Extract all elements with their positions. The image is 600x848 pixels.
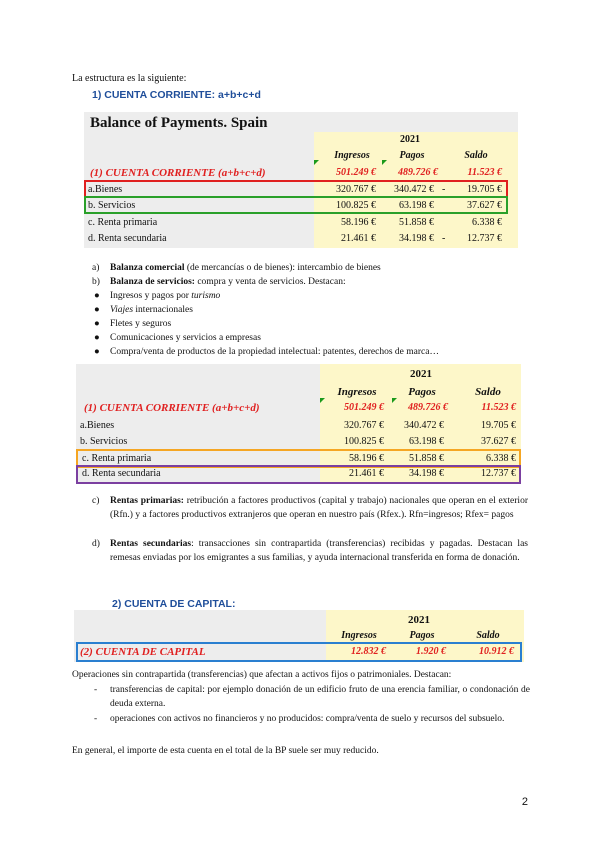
row-pagos: 51.858 € <box>409 453 444 464</box>
definition: retribución a factores productivos (capital y trabajo) nacionales que operan en el exterior (Rfn.) y a factores productivos extranjeros que operan en nuestro país (Rfex.). Rfn=ingresos; Rfex= pagos <box>110 496 528 520</box>
row-saldo: 6.338 € <box>486 453 516 464</box>
row-ingresos: 58.196 € <box>349 453 384 464</box>
capital-label: (2) CUENTA DE CAPITAL <box>80 646 206 658</box>
row-label: b. Servicios <box>80 436 128 447</box>
total-pagos: 489.726 € <box>398 167 438 178</box>
total-saldo: 11.523 € <box>467 167 502 178</box>
comment-marker <box>320 398 325 403</box>
definition: compra y venta de servicios. Destacan: <box>194 277 346 287</box>
bullet-icon: ● <box>94 333 100 343</box>
row-ingresos: 320.767 € <box>336 184 376 195</box>
capital-conclusion: En general, el importe de esta cuenta en el total de la BP suele ser muy reducido. <box>72 746 379 756</box>
highlight-box-renta-secundaria <box>76 465 521 484</box>
intro-text: La estructura es la siguiente: <box>72 73 187 84</box>
row-label: a.Bienes <box>88 184 123 195</box>
page-number: 2 <box>521 796 528 808</box>
term-balanza-servicios: Balanza de servicios: <box>110 277 195 287</box>
year-label: 2021 <box>410 368 432 380</box>
list-item-b <box>110 275 346 289</box>
total-label: (1) CUENTA CORRIENTE (a+b+c+d) <box>90 167 266 179</box>
bullet-item: Ingresos y pagos por turismo <box>110 291 221 301</box>
row-pagos: 340.472 € <box>394 184 434 195</box>
year-label: 2021 <box>400 134 420 145</box>
col-pagos: Pagos <box>399 150 425 161</box>
definition: : transacciones sin contrapartida (transferencias) recibidas y pagadas. Destacan las remesas enviadas por los emigrantes a sus familias, y ayuda internacional transferida en forma de donación. <box>110 539 528 563</box>
bullet-item: Comunicaciones y servicios a empresas <box>110 333 261 343</box>
col-saldo: Saldo <box>476 630 500 641</box>
row-saldo: 37.627 € <box>467 200 502 211</box>
row-saldo: 12.737 € <box>481 468 516 479</box>
term-rentas-primarias: Rentas primarias: <box>110 496 184 506</box>
list-item-c-marker: c) <box>92 496 100 506</box>
col-ingresos: Ingresos <box>337 386 377 398</box>
list-item-d-marker: d) <box>92 539 100 549</box>
row-saldo: 12.737 € <box>467 233 502 244</box>
heading-cuenta-capital: 2) CUENTA DE CAPITAL: <box>112 598 236 610</box>
term-balanza-comercial: Balanza comercial <box>110 263 185 273</box>
total-pagos: 489.726 € <box>408 402 448 413</box>
bullet-icon: ● <box>94 305 100 315</box>
list-item-d <box>110 537 528 565</box>
row-label: a.Bienes <box>80 420 115 431</box>
row-pagos: 34.198 € <box>409 468 444 479</box>
bullet-icon: ● <box>94 319 100 329</box>
bullet-icon: ● <box>94 347 100 357</box>
col-saldo: Saldo <box>464 150 488 161</box>
row-pagos: 340.472 € <box>404 420 444 431</box>
row-label: c. Renta primaria <box>82 453 152 464</box>
bullet-icon: ● <box>94 291 100 301</box>
row-ingresos: 100.825 € <box>344 436 384 447</box>
year-label: 2021 <box>408 614 430 626</box>
dash-icon: - <box>94 714 98 724</box>
term-rentas-secundarias: Rentas secundarias <box>110 539 192 549</box>
row-pagos: 34.198 € <box>399 233 434 244</box>
col-ingresos: Ingresos <box>334 150 370 161</box>
col-pagos: Pagos <box>409 630 435 641</box>
row-ingresos: 100.825 € <box>336 200 376 211</box>
row-pagos: 51.858 € <box>399 217 434 228</box>
total-saldo: 11.523 € <box>481 402 516 413</box>
bullet-item: Fletes y seguros <box>110 319 172 329</box>
row-ingresos: 21.461 € <box>349 468 384 479</box>
total-label: (1) CUENTA CORRIENTE (a+b+c+d) <box>84 402 260 414</box>
row-saldo: 6.338 € <box>472 217 502 228</box>
row-saldo: 19.705 € <box>467 184 502 195</box>
row-sign: - <box>442 233 446 244</box>
heading-cuenta-corriente: 1) CUENTA CORRIENTE: a+b+c+d <box>92 89 261 101</box>
capital-dash-1: transferencias de capital: por ejemplo donación de un edificio fruto de una erencia familiar, o condonación de deuda externa. <box>110 685 530 709</box>
comment-marker <box>382 160 387 165</box>
highlight-box-servicios <box>84 196 508 214</box>
row-label: d. Renta secundaria <box>82 468 161 479</box>
row-saldo: 37.627 € <box>481 436 516 447</box>
row-label: c. Renta primaria <box>88 217 158 228</box>
balance-table-2 <box>76 364 521 484</box>
col-pagos: Pagos <box>408 386 436 398</box>
row-label: d. Renta secundaria <box>88 233 167 244</box>
definition: (de mercancías o de bienes): intercambio de bienes <box>184 263 381 273</box>
capital-ingresos: 12.832 € <box>351 646 386 657</box>
list-marker: a) <box>92 263 100 273</box>
row-label: b. Servicios <box>88 200 136 211</box>
table-title: Balance of Payments. Spain <box>90 115 268 131</box>
row-saldo: 19.705 € <box>481 420 516 431</box>
row-pagos: 63.198 € <box>409 436 444 447</box>
capital-intro: Operaciones sin contrapartida (transferencias) que afectan a activos fijos o patrimoniales. Destacan: <box>72 670 452 680</box>
capital-table <box>74 610 524 662</box>
capital-dash-2: operaciones con activos no financieros y no producidos: compra/venta de suelo y recursos del subsuelo. <box>110 714 505 724</box>
row-pagos: 63.198 € <box>399 200 434 211</box>
highlight-box-capital <box>76 642 522 662</box>
list-marker: b) <box>92 277 100 287</box>
col-ingresos: Ingresos <box>341 630 377 641</box>
list-item-c <box>110 494 528 522</box>
comment-marker <box>314 160 319 165</box>
balance-table-1 <box>84 112 518 248</box>
capital-saldo: 10.912 € <box>479 646 514 657</box>
col-saldo: Saldo <box>475 386 501 398</box>
row-ingresos: 320.767 € <box>344 420 384 431</box>
bullet-item: Viajes internacionales <box>110 305 193 315</box>
total-ingresos: 501.249 € <box>344 402 384 413</box>
dash-icon: - <box>94 685 98 695</box>
row-ingresos: 58.196 € <box>341 217 376 228</box>
total-ingresos: 501.249 € <box>336 167 376 178</box>
row-sign: - <box>442 184 446 195</box>
capital-pagos: 1.920 € <box>416 646 446 657</box>
bullet-item: Compra/venta de productos de la propiedad intelectual: patentes, derechos de marca… <box>110 347 439 357</box>
list-item-a <box>110 261 381 275</box>
row-ingresos: 21.461 € <box>341 233 376 244</box>
